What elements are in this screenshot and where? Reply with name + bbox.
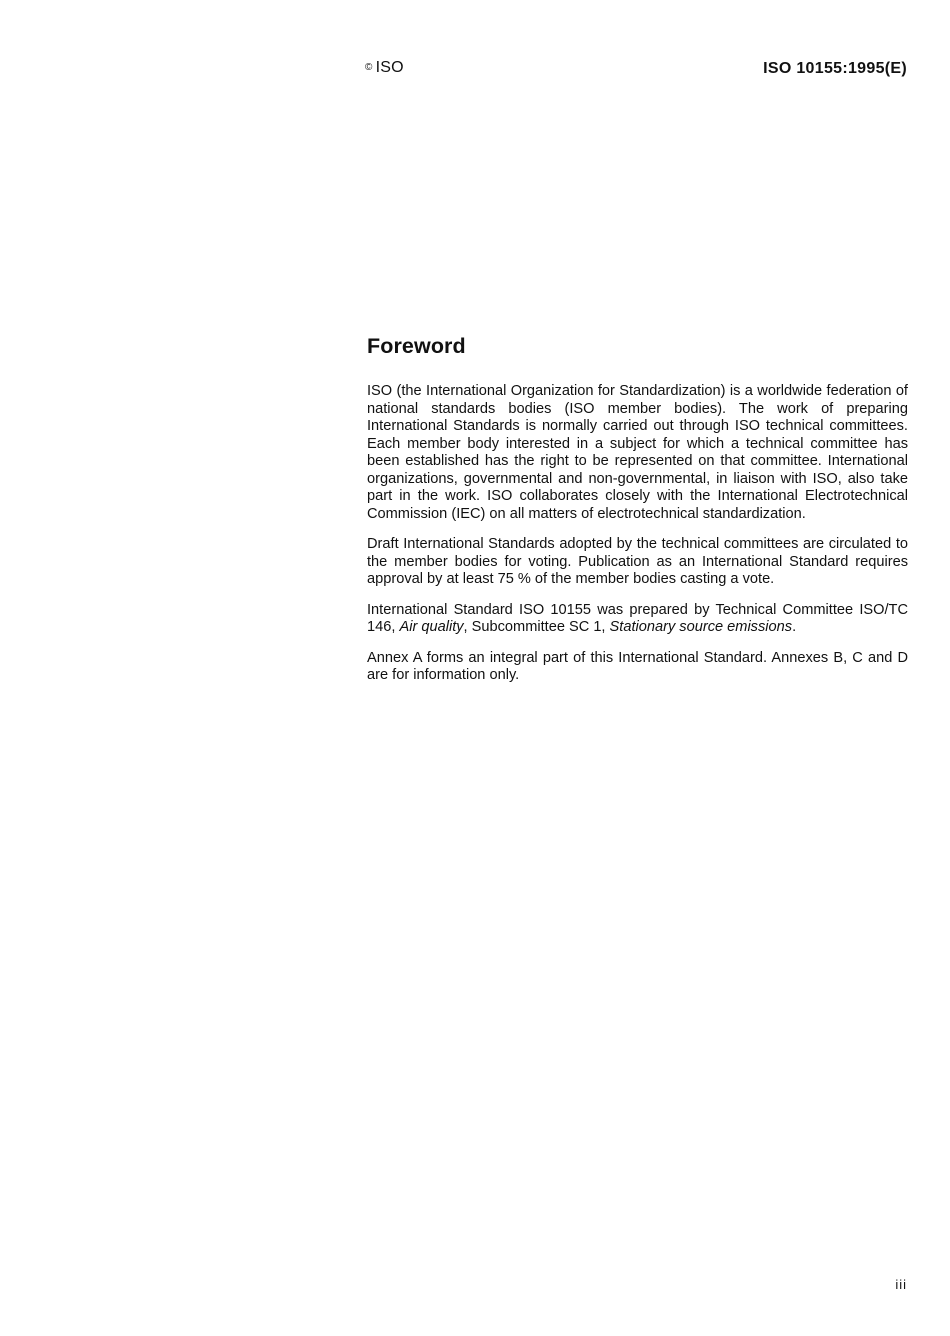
paragraph-annexes: Annex A forms an integral part of this International Standard. Annexes B, C and D are for information only. <box>367 649 908 683</box>
committee-name: Air quality <box>399 619 464 635</box>
preparation-text-2: , Subcommittee SC 1, <box>463 619 610 635</box>
paragraph-iso-intro: ISO (the International Organization for Standardization) is a worldwide federation of national standards bodies (ISO member bodies). The work of preparing International Standards is normally carried out through ISO technical committees. Each member body interested in a subject for which a technical committee has been established has the right to be represented on that committee. International organizations, governmental and non-governmental, in liaison with ISO, also take part in the work. ISO collaborates closely with the International Electrotechnical Commission (IEC) on all matters of electrotechnical standardization. <box>367 383 908 522</box>
copyright-icon: © <box>365 62 373 73</box>
header-organization: ISO <box>375 59 404 76</box>
foreword-section <box>367 334 908 698</box>
header-copyright <box>365 59 404 77</box>
page-number: iii <box>895 1277 907 1292</box>
subcommittee-name: Stationary source emissions <box>609 619 793 635</box>
paragraph-draft-standards: Draft International Standards adopted by the technical committees are circulated to the member bodies for voting. Publication as an International Standard requires approval by at least 75 % of the member bodies casting a vote. <box>367 536 908 587</box>
paragraph-preparation <box>367 602 908 637</box>
section-title: Foreword <box>367 334 466 358</box>
preparation-text-3: . <box>792 619 797 635</box>
document-number: ISO 10155:1995(E) <box>763 60 907 77</box>
preparation-text-1: International Standard ISO 10155 was prepared by Technical Committee ISO/TC 146, <box>367 601 908 635</box>
